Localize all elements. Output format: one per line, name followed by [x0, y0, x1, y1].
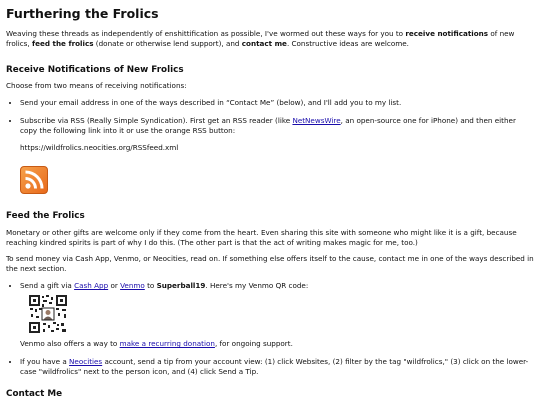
- notifications-heading: Receive Notifications of New Frolics: [6, 64, 184, 75]
- gift-text-or: or: [108, 281, 121, 291]
- gift-text-to: to: [144, 281, 157, 291]
- feed-paragraph-1: Monetary or other gifts are welcome only if they come from the heart. Even sharing this site with someone who might like it is a gift, because reaching kindred spirits is part of why I do this. (The other part is that the act of writing makes magic for me, too.): [6, 227, 517, 247]
- page-title: Furthering the Frolics: [6, 6, 159, 21]
- notifications-list: [6, 98, 534, 199]
- rss-icon: [20, 166, 48, 194]
- rss-url: https://wildfrolics.neocities.org/RSSfeed.xml: [20, 143, 179, 153]
- list-item-rss: [20, 116, 534, 199]
- list-item-email: [20, 98, 534, 108]
- intro-bold-contact: contact me: [241, 38, 287, 48]
- feed-paragraph-2: To send money via Cash App, Venmo, or Neocities, read on. If something else offers itself to the cause, contact me in one of the ways described in the next section.: [6, 254, 534, 274]
- notifications-section: [6, 65, 534, 199]
- recurring-donation-note: [20, 339, 534, 349]
- rss-option-text-1: Subscribe via RSS (Really Simple Syndication). First get an RSS reader (like: [20, 116, 293, 126]
- intro-paragraph: [6, 29, 534, 49]
- rss-button[interactable]: [20, 160, 48, 196]
- email-option-text: Send your email address in one of the ways described in “Contact Me” (below), and I'll add you to my list.: [20, 98, 402, 108]
- cash-app-link[interactable]: Cash App: [74, 281, 109, 291]
- recurring-text-2: , for ongoing support.: [214, 339, 293, 349]
- netnewswire-link[interactable]: NetNewsWire: [292, 116, 341, 126]
- neocities-text-2: account, send a tip from your account view: (1) click Websites, (2) filter by the tag "wildfrolics," (3) click on the lower-case "wildfrolics" next to the person icon, and (4) click Send a Tip.: [20, 357, 529, 377]
- recurring-donation-link[interactable]: make a recurring donation: [119, 339, 215, 349]
- neocities-link[interactable]: Neocities: [69, 357, 103, 367]
- notifications-lead: Choose from two means of receiving notifications:: [6, 81, 187, 91]
- feed-heading: Feed the Frolics: [6, 211, 85, 222]
- intro-text-3: (donate or otherwise lend support), and: [93, 38, 242, 48]
- intro-text-2: of new frolics,: [6, 29, 515, 48]
- intro-text-1: Weaving these threads as independently of enshittification as possible, I've wormed out these ways for you to: [6, 29, 406, 38]
- neocities-text-1: If you have a: [20, 357, 70, 367]
- venmo-qr-code: [28, 294, 68, 334]
- intro-bold-feed: feed the frolics: [31, 38, 94, 48]
- contact-heading: Contact Me: [6, 389, 63, 400]
- intro-bold-notifications: receive notifications: [405, 29, 489, 38]
- feed-section: [6, 211, 534, 377]
- feed-list: [6, 281, 534, 377]
- list-item-gift: [20, 281, 534, 349]
- venmo-link[interactable]: Venmo: [120, 281, 145, 291]
- venmo-username: Superball19: [156, 281, 206, 291]
- gift-text-2: . Here's my Venmo QR code:: [205, 281, 309, 291]
- list-item-neocities: [20, 357, 534, 377]
- gift-text-1: Send a gift via: [20, 281, 75, 291]
- rss-option-text-2: , an open-source one for iPhone) and then either copy the following link into it or use the orange RSS button:: [20, 116, 516, 136]
- intro-text-4: . Constructive ideas are welcome.: [286, 38, 409, 48]
- contact-section: [6, 389, 534, 400]
- recurring-text-1: Venmo also offers a way to: [20, 339, 120, 349]
